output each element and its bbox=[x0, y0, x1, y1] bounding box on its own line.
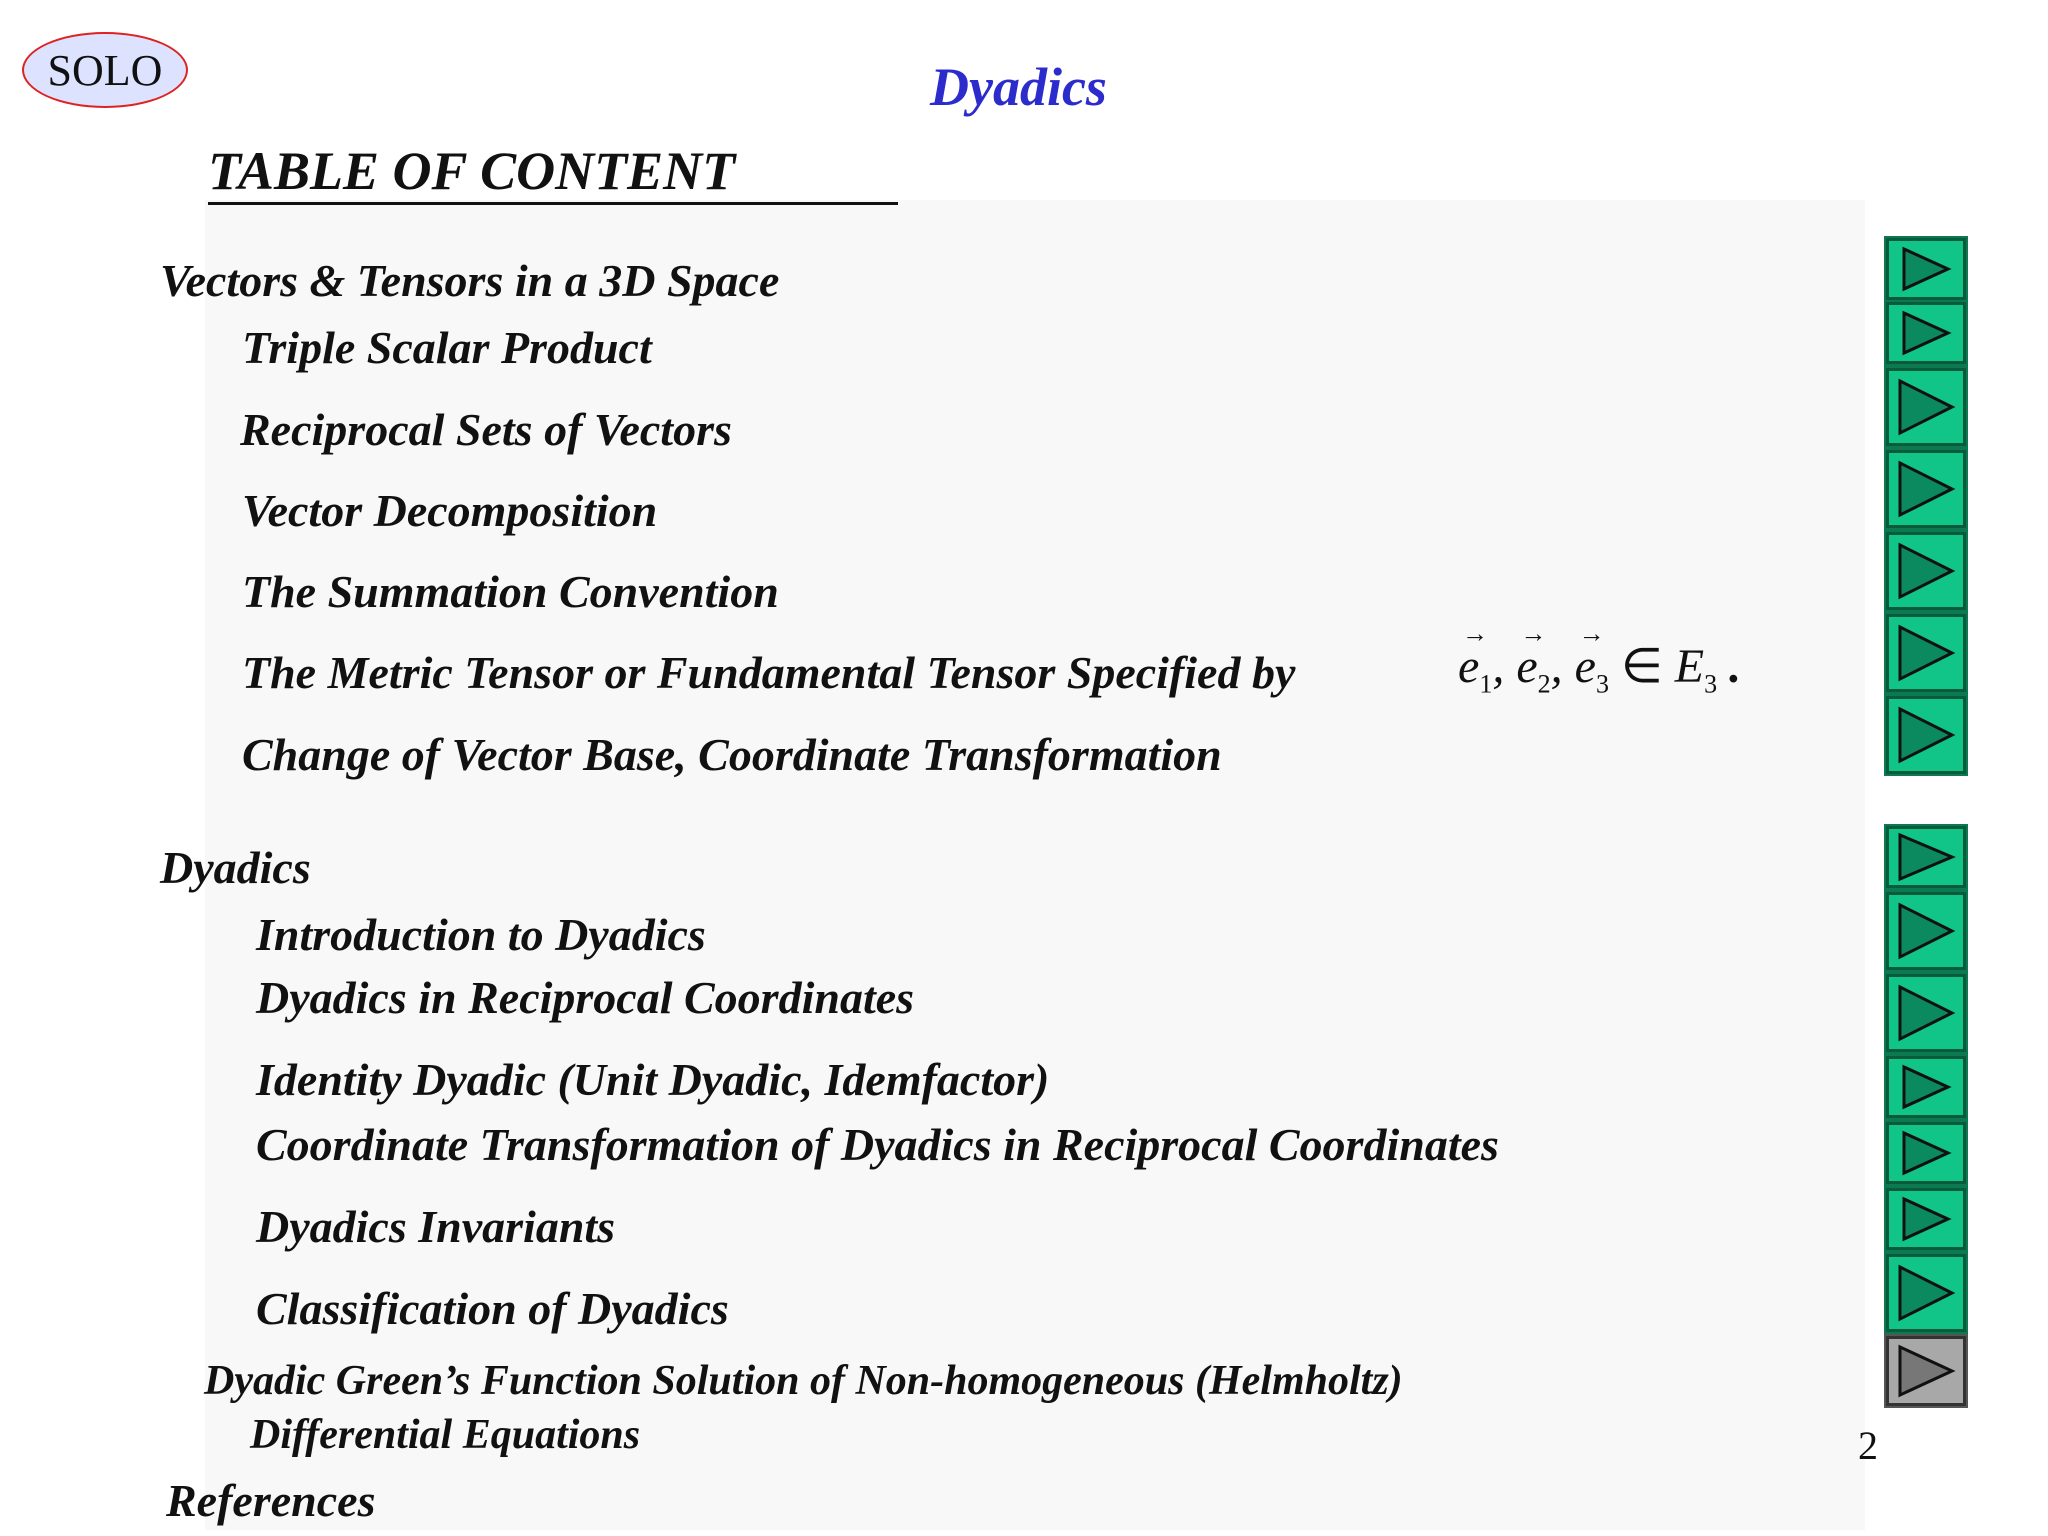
play-arrow-icon bbox=[1896, 624, 1956, 682]
slide-title: Dyadics bbox=[930, 57, 1107, 117]
toc-item-green-function-line1[interactable]: Dyadic Green’s Function Solution of Non-homogeneous (Helmholtz) bbox=[204, 1358, 1403, 1404]
play-arrow-icon bbox=[1896, 460, 1956, 518]
play-arrow-icon bbox=[1896, 832, 1956, 882]
e1-subscript: 1 bbox=[1479, 669, 1493, 699]
play-arrow-icon bbox=[1900, 1064, 1952, 1110]
nav-button-metric-tensor[interactable] bbox=[1886, 532, 1966, 610]
play-arrow-icon bbox=[1900, 1196, 1952, 1242]
play-arrow-icon bbox=[1900, 310, 1952, 356]
e3-subscript: 3 bbox=[1595, 669, 1609, 699]
section-heading-vectors-tensors[interactable]: Vectors & Tensors in a 3D Space bbox=[160, 255, 780, 306]
play-arrow-icon bbox=[1900, 246, 1952, 292]
toc-item-triple-scalar-product[interactable]: Triple Scalar Product bbox=[242, 322, 652, 373]
vector-e1: → e bbox=[1458, 639, 1479, 694]
nav-button-introduction-dyadics[interactable] bbox=[1886, 826, 1966, 888]
toc-item-dyadics-invariants[interactable]: Dyadics Invariants bbox=[256, 1201, 616, 1252]
nav-button-triple-scalar[interactable] bbox=[1886, 238, 1966, 300]
toc-item-summation-convention[interactable]: The Summation Convention bbox=[242, 566, 779, 617]
play-arrow-icon bbox=[1896, 902, 1956, 960]
nav-button-change-of-base[interactable] bbox=[1886, 614, 1966, 692]
play-arrow-icon bbox=[1896, 706, 1956, 764]
toc-item-green-function-line2[interactable]: Differential Equations bbox=[250, 1412, 641, 1458]
space-subscript: 3 bbox=[1704, 669, 1718, 699]
play-arrow-icon bbox=[1896, 1264, 1956, 1322]
toc-item-reciprocal-sets[interactable]: Reciprocal Sets of Vectors bbox=[240, 404, 732, 455]
nav-button-dyadics-invariants[interactable] bbox=[1886, 1122, 1966, 1184]
play-arrow-icon bbox=[1896, 984, 1956, 1042]
nav-button-green-function[interactable] bbox=[1886, 1254, 1966, 1332]
element-of-symbol: ∈ bbox=[1620, 640, 1663, 693]
nav-button-summation-convention[interactable] bbox=[1886, 450, 1966, 528]
play-arrow-icon bbox=[1896, 378, 1956, 436]
toc-item-references[interactable]: References bbox=[166, 1475, 376, 1526]
toc-item-dyadics-reciprocal[interactable]: Dyadics in Reciprocal Coordinates bbox=[256, 972, 915, 1023]
nav-button-references[interactable] bbox=[1886, 1336, 1966, 1406]
toc-heading: TABLE OF CONTENT bbox=[208, 140, 898, 205]
play-arrow-icon bbox=[1896, 1344, 1956, 1398]
vector-e2: → e bbox=[1516, 639, 1537, 694]
nav-button-dyadics-reciprocal[interactable] bbox=[1886, 892, 1966, 970]
e2-subscript: 2 bbox=[1537, 669, 1551, 699]
solo-logo bbox=[22, 32, 188, 108]
toc-item-vector-decomposition[interactable]: Vector Decomposition bbox=[242, 485, 658, 536]
nav-button-reciprocal-sets[interactable] bbox=[1886, 302, 1966, 364]
nav-button-vector-decomposition[interactable] bbox=[1886, 368, 1966, 446]
play-arrow-icon bbox=[1900, 1130, 1952, 1176]
vector-e3: → e bbox=[1575, 639, 1596, 694]
nav-button-coordinate-transformation-dyadics[interactable] bbox=[1886, 1056, 1966, 1118]
period: . bbox=[1729, 640, 1742, 693]
toc-item-identity-dyadic[interactable]: Identity Dyadic (Unit Dyadic, Idemfactor) bbox=[256, 1054, 1050, 1105]
metric-math-expression: → $e_1$, → $e_2$, → $e_3$ ∈ $E_3$ . bbox=[1458, 638, 1741, 700]
toc-item-change-of-base[interactable]: Change of Vector Base, Coordinate Transformation bbox=[242, 729, 1222, 780]
toc-item-classification-dyadics[interactable]: Classification of Dyadics bbox=[256, 1283, 729, 1334]
section-heading-dyadics[interactable]: Dyadics bbox=[160, 842, 311, 893]
toc-item-introduction-dyadics[interactable]: Introduction to Dyadics bbox=[256, 909, 706, 960]
nav-button-identity-dyadic[interactable] bbox=[1886, 974, 1966, 1052]
toc-item-coordinate-transformation-dyadics[interactable]: Coordinate Transformation of Dyadics in Reciprocal Coordinates bbox=[256, 1119, 1499, 1170]
nav-button-classification-dyadics[interactable] bbox=[1886, 1188, 1966, 1250]
logo-text: SOLO bbox=[47, 45, 163, 95]
page-number: 2 bbox=[1858, 1423, 1878, 1468]
nav-button-coordinate-transformation[interactable] bbox=[1886, 696, 1966, 774]
toc-item-metric-tensor[interactable]: The Metric Tensor or Fundamental Tensor Specified by bbox=[242, 647, 1296, 698]
space-symbol: E bbox=[1674, 640, 1705, 693]
play-arrow-icon bbox=[1896, 542, 1956, 600]
